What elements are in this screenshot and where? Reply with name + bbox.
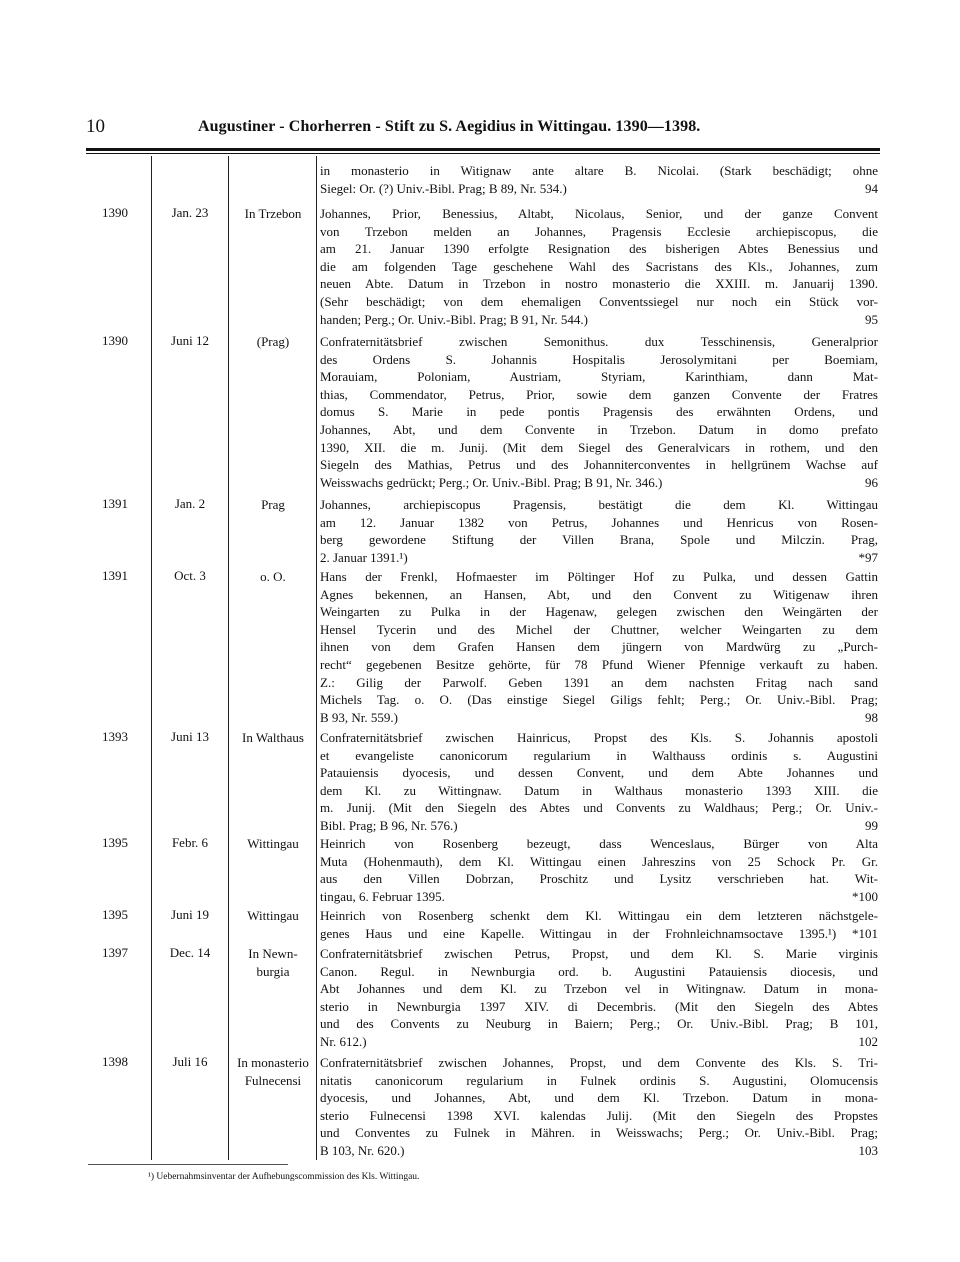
column-rule-date: [228, 156, 229, 1160]
entry-text-line: [320, 1054, 878, 1072]
entry-place: [230, 945, 316, 981]
entry-text-line: [320, 603, 878, 621]
entry-date: Juli 16: [172, 1054, 208, 1069]
entry-line-text: B 103, Nr. 620.): [320, 1142, 405, 1158]
entry-text-line: [320, 514, 878, 532]
entry-text-line: [320, 998, 878, 1016]
entry-line-text: am 12. Januar 1382 von Petrus, Johannes und Henricus von Rosen-: [320, 514, 878, 530]
entry-place-line: In Walthaus: [242, 730, 304, 745]
entry-year: 1395: [102, 907, 128, 922]
header-rule-thin: [86, 153, 880, 154]
entry-text-line: [320, 656, 878, 674]
entry-date: Juni 13: [171, 729, 209, 744]
entry-text-line: [320, 835, 878, 853]
entry-text: [320, 1054, 878, 1160]
entry-line-text: Weingarten zu Pulka in der Hagenaw, gelegen zwischen den Weingärten der: [320, 604, 878, 620]
entry-place: [230, 729, 316, 747]
entry-text-line: [320, 870, 878, 888]
entry-line-text: dem Kl. zu Wittingnaw. Datum in Walthaus monasterio 1393 XIII. die: [320, 782, 878, 798]
entry-line-text: 1390, XII. die m. Junij. (Mit dem Siegel des Generalvicars in rothem, und den: [320, 439, 878, 455]
entry-text-line: [320, 674, 878, 692]
entry-line-text: Muta (Hohenmauth), dem Kl. Wittingau einen Jahreszins von 25 Schock Pr. Gr.: [320, 853, 878, 869]
page-header: [86, 116, 878, 144]
entry-text-line: [320, 1142, 878, 1160]
entry-text-line: [320, 782, 878, 800]
entry-line-text: die am folgenden Tage geschehene Wahl des Sacristans des Kls., Johannes, zum: [320, 258, 878, 274]
entry-number: 99: [865, 817, 878, 833]
entry-line-text: am 21. Januar 1390 erfolgte Resignation des bisherigen Abtes Benessius und: [320, 241, 878, 257]
entry-text-line: [320, 368, 878, 386]
entry-line-text: Patauiensis dyocesis, und dessen Convent, und dem Abte Johannes und: [320, 765, 878, 781]
entry-date: Juni 19: [171, 907, 209, 922]
footnote-rule: [88, 1164, 288, 1165]
entry-place: [230, 333, 316, 351]
entry-text-line: [320, 162, 878, 180]
entry-number: 98: [865, 709, 878, 725]
entry-text-line: [320, 799, 878, 817]
entry-text: [320, 907, 878, 942]
entry-text-line: [320, 386, 878, 404]
header-rule-thick: [86, 148, 880, 151]
entry-place-line: (Prag): [256, 334, 290, 349]
entry-line-text: Confraternitätsbrief zwischen Hainricus, Propst des Kls. S. Johannis apostoli: [320, 730, 878, 745]
entry-place-line: Prag: [261, 497, 285, 512]
column-rule-place: [316, 156, 317, 1160]
entry-text-line: [320, 980, 878, 998]
entry-text: [320, 496, 878, 566]
entry-text-line: [320, 474, 878, 492]
entry-line-text: genes Haus und eine Kapelle. Wittingau in der Frohnleichnamsoctave 1395.¹) *101: [320, 925, 878, 941]
entry-text-line: [320, 945, 878, 963]
entry-text-line: [320, 403, 878, 421]
entry-date: Dec. 14: [169, 945, 211, 960]
footnote: ¹) Uebernahmsinventar der Aufhebungscommission des Kls. Wittingau.: [148, 1172, 420, 1182]
entry-line-text: (Sehr beschädigt; von dem ehemaligen Conventssiegel nur noch ein Stück vor-: [320, 293, 878, 309]
entry-text-line: [320, 180, 878, 198]
entry-line-text: 2. Januar 1391.¹): [320, 549, 408, 565]
entry-date: Febr. 6: [171, 835, 209, 850]
entry-year: 1391: [102, 568, 128, 583]
entry-text-line: [320, 568, 878, 586]
entry-line-text: Hans der Frenkl, Hofmaester im Pöltinger Hof zu Pulka, und dessen Gattin: [320, 569, 878, 584]
entry-line-text: Michels Tag. o. O. (Das einstige Siegel Giligs fehlt; Perg.; Or. Univ.-Bibl. Prag;: [320, 692, 878, 708]
entry-text-line: [320, 888, 878, 906]
entry-text-line: [320, 963, 878, 981]
entry-line-text: Bibl. Prag; B 96, Nr. 576.): [320, 817, 458, 833]
entry-place: [230, 1054, 316, 1090]
entry-line-text: Hensel Tycerin und des Michel der Chuttner, welcher Weingarten zu dem: [320, 621, 878, 637]
column-rule-year: [151, 156, 152, 1160]
entry-line-text: Abt Johannes und dem Kl. zu Trzebon vel in Witingnaw. Datum in mona-: [320, 981, 878, 997]
entry-text-line: [320, 764, 878, 782]
entry-text-line: [320, 531, 878, 549]
entry-place: [230, 835, 316, 853]
entry-text-line: [320, 1124, 878, 1142]
entry-line-text: recht“ gegebenen Besitze gehörte, für 78 Pfund Wiener Pfennige verkauft zu haben.: [320, 656, 878, 672]
entry-line-text: sterio in Newnburgia 1397 XIV. di Decembris. (Mit den Siegeln des Abtes: [320, 998, 878, 1014]
entry-text: [320, 162, 878, 197]
entry-text: [320, 945, 878, 1051]
entry-line-text: Heinrich von Rosenberg schenkt dem Kl. Wittingau ein dem letzteren nächstgele-: [320, 908, 878, 923]
entry-text-line: [320, 638, 878, 656]
entry-text-line: [320, 925, 878, 943]
entry-line-text: Z.: Gilig der Parwolf. Geben 1391 an dem nachsten Fritag nach sand: [320, 674, 878, 690]
entry-line-text: und des Convents zu Neuburg in Baiern; Perg.; Or. Univ.-Bibl. Prag; B 101,: [320, 1016, 878, 1032]
entry-number: 103: [858, 1142, 878, 1158]
entry-line-text: Heinrich von Rosenberg bezeugt, dass Wenceslaus, Bürger von Alta: [320, 836, 878, 851]
entry-place-line: burgia: [256, 964, 290, 979]
entry-place: [230, 205, 316, 223]
entry-text-line: [320, 205, 878, 223]
entry-line-text: Johannes, Prior, Benessius, Altabt, Nicolaus, Senior, und der ganze Convent: [320, 206, 878, 221]
entry-text-line: [320, 586, 878, 604]
entry-text: [320, 205, 878, 328]
entry-line-text: berg gewordene Stiftung der Villen Brana, Spole und Milczin. Prag,: [320, 532, 878, 548]
entry-text-line: [320, 853, 878, 871]
entry-year: 1393: [102, 729, 128, 744]
entry-line-text: B 93, Nr. 559.): [320, 709, 398, 725]
entry-line-text: et evangeliste canonicorum regularium in Walthauss ordinis s. Augustini: [320, 747, 878, 763]
entry-place-line: In Trzebon: [244, 206, 302, 221]
entry-line-text: ihnen von dem Grafen Hansen dem jüngern von Mardwürg zu „Purch-: [320, 639, 878, 655]
entry-line-text: handen; Perg.; Or. Univ.-Bibl. Prag; B 91, Nr. 544.): [320, 311, 588, 327]
entry-text-line: [320, 240, 878, 258]
entry-text: [320, 333, 878, 491]
entry-place-line: In monasterio: [237, 1055, 309, 1070]
entry-place: [230, 496, 316, 514]
entry-line-text: Morauiam, Poloniam, Austriam, Styriam, Karinthiam, dann Mat-: [320, 369, 878, 385]
entry-number: 95: [865, 311, 878, 327]
entry-text-line: [320, 311, 878, 329]
entry-place-line: Wittingau: [247, 908, 299, 923]
entry-number: *100: [852, 888, 878, 904]
entry-line-text: nitatis canonicorum regularium in Fulnek ordinis S. Augustini, Olomucensis: [320, 1072, 878, 1088]
entry-year: 1395: [102, 835, 128, 850]
entry-line-text: thias, Commendator, Petrus, Prior, sowie dem ganzen Convente der Fratres: [320, 386, 878, 402]
entry-line-text: Confraternitätsbrief zwischen Petrus, Propst, und dem Kl. S. Marie virginis: [320, 946, 878, 961]
entry-line-text: und Conventes zu Fulnek in Mähren. in Weisswachs; Perg.; Or. Univ.-Bibl. Prag;: [320, 1125, 878, 1141]
entry-number: 94: [865, 180, 878, 196]
entry-text: [320, 729, 878, 835]
entry-text: [320, 568, 878, 726]
entry-text-line: [320, 456, 878, 474]
entry-date: Oct. 3: [174, 568, 206, 583]
entry-place: [230, 907, 316, 925]
running-title: Augustiner - Chorherren - Stift zu S. Aegidius in Wittingau. 1390—1398.: [198, 118, 701, 135]
entry-line-text: sterio Fulnecensi 1398 XVI. kalendas Julij. (Mit den Siegeln des Propstes: [320, 1107, 878, 1123]
entry-text-line: [320, 729, 878, 747]
entry-text-line: [320, 333, 878, 351]
entry-text-line: [320, 621, 878, 639]
entry-year: 1398: [102, 1054, 128, 1069]
entry-text-line: [320, 1015, 878, 1033]
entry-text-line: [320, 691, 878, 709]
entry-text-line: [320, 258, 878, 276]
entry-text-line: [320, 275, 878, 293]
entry-line-text: Siegel: Or. (?) Univ.-Bibl. Prag; B 89, Nr. 534.): [320, 180, 567, 196]
entry-line-text: von Trzebon melden an Johannes, Pragensis Ecclesie archiepiscopus, die: [320, 223, 878, 239]
entry-text-line: [320, 817, 878, 835]
entry-text-line: [320, 439, 878, 457]
entry-text-line: [320, 1089, 878, 1107]
entry-place-line: o. O.: [260, 569, 286, 584]
entry-line-text: Agnes bekennen, an Hansen, Abt, und den Convent zu Witigenaw ihren: [320, 586, 878, 602]
entry-text-line: [320, 1107, 878, 1125]
entry-line-text: in monasterio in Witignaw ante altare B. Nicolai. (Stark beschädigt; ohne: [320, 163, 878, 178]
entry-place-line: Fulnecensi: [244, 1073, 302, 1088]
entry-line-text: tingau, 6. Februar 1395.: [320, 888, 445, 904]
entry-line-text: neuen Abte. Datum in Trzebon in nostro monasterio die XXIII. m. Januarij 1390.: [320, 276, 878, 292]
entry-year: 1391: [102, 496, 128, 511]
entry-text: [320, 835, 878, 905]
entry-line-text: domus S. Marie in pede pontis Pragensis des erwähnten Ordens, und: [320, 404, 878, 420]
entry-line-text: dyocesis, und Johannes, Abt, und dem Kl. Trzebon. Datum in mona-: [320, 1090, 878, 1106]
entry-line-text: Canon. Regul. in Newnburgia ord. b. Augustini Patauiensis diocesis, und: [320, 963, 878, 979]
entry-line-text: Siegeln des Mathias, Petrus und des Johanniterconventes in hellgrünem Wachse auf: [320, 457, 878, 473]
entry-place-line: Wittingau: [247, 836, 299, 851]
entry-line-text: Weisswachs gedrückt; Perg.; Or. Univ.-Bibl. Prag; B 91, Nr. 346.): [320, 474, 663, 490]
entry-number: 102: [858, 1033, 878, 1049]
entry-date: Jan. 23: [171, 205, 209, 220]
entry-date: Juni 12: [171, 333, 209, 348]
entry-text-line: [320, 496, 878, 514]
entry-line-text: Confraternitätsbrief zwischen Johannes, Propst, und dem Convente des Kls. S. Tri-: [320, 1055, 878, 1070]
page-number: 10: [86, 116, 105, 137]
entry-place-line: In Newn-: [248, 946, 298, 961]
entry-place: [230, 568, 316, 586]
entry-year: 1390: [102, 205, 128, 220]
entry-year: 1390: [102, 333, 128, 348]
entry-text-line: [320, 709, 878, 727]
entry-line-text: Johannes, Abt, und dem Convente in Trzebon. Datum in domo prefato: [320, 421, 878, 437]
entry-line-text: Nr. 612.): [320, 1033, 367, 1049]
entry-text-line: [320, 421, 878, 439]
entry-year: 1397: [102, 945, 128, 960]
entry-text-line: [320, 223, 878, 241]
entry-number: *97: [858, 549, 878, 565]
entry-line-text: Johannes, archiepiscopus Pragensis, bestätigt die dem Kl. Wittingau: [320, 497, 878, 512]
entry-text-line: [320, 549, 878, 567]
entry-line-text: des Ordens S. Johannis Hospitalis Jerosolymitani per Boemiam,: [320, 351, 878, 367]
entry-text-line: [320, 1072, 878, 1090]
entry-text-line: [320, 1033, 878, 1051]
entry-line-text: Confraternitätsbrief zwischen Semonithus. dux Tesschinensis, Generalprior: [320, 334, 878, 349]
entry-text-line: [320, 747, 878, 765]
entry-date: Jan. 2: [174, 496, 206, 511]
entry-text-line: [320, 907, 878, 925]
entry-text-line: [320, 293, 878, 311]
entry-line-text: m. Junij. (Mit den Siegeln des Abtes und Convents zu Waldhaus; Perg.; Or. Univ.-: [320, 800, 878, 816]
entry-line-text: aus den Villen Dobrzan, Proschitz und Lysitz verschrieben hat. Wit-: [320, 871, 878, 887]
entry-text-line: [320, 351, 878, 369]
entry-number: 96: [865, 474, 878, 490]
